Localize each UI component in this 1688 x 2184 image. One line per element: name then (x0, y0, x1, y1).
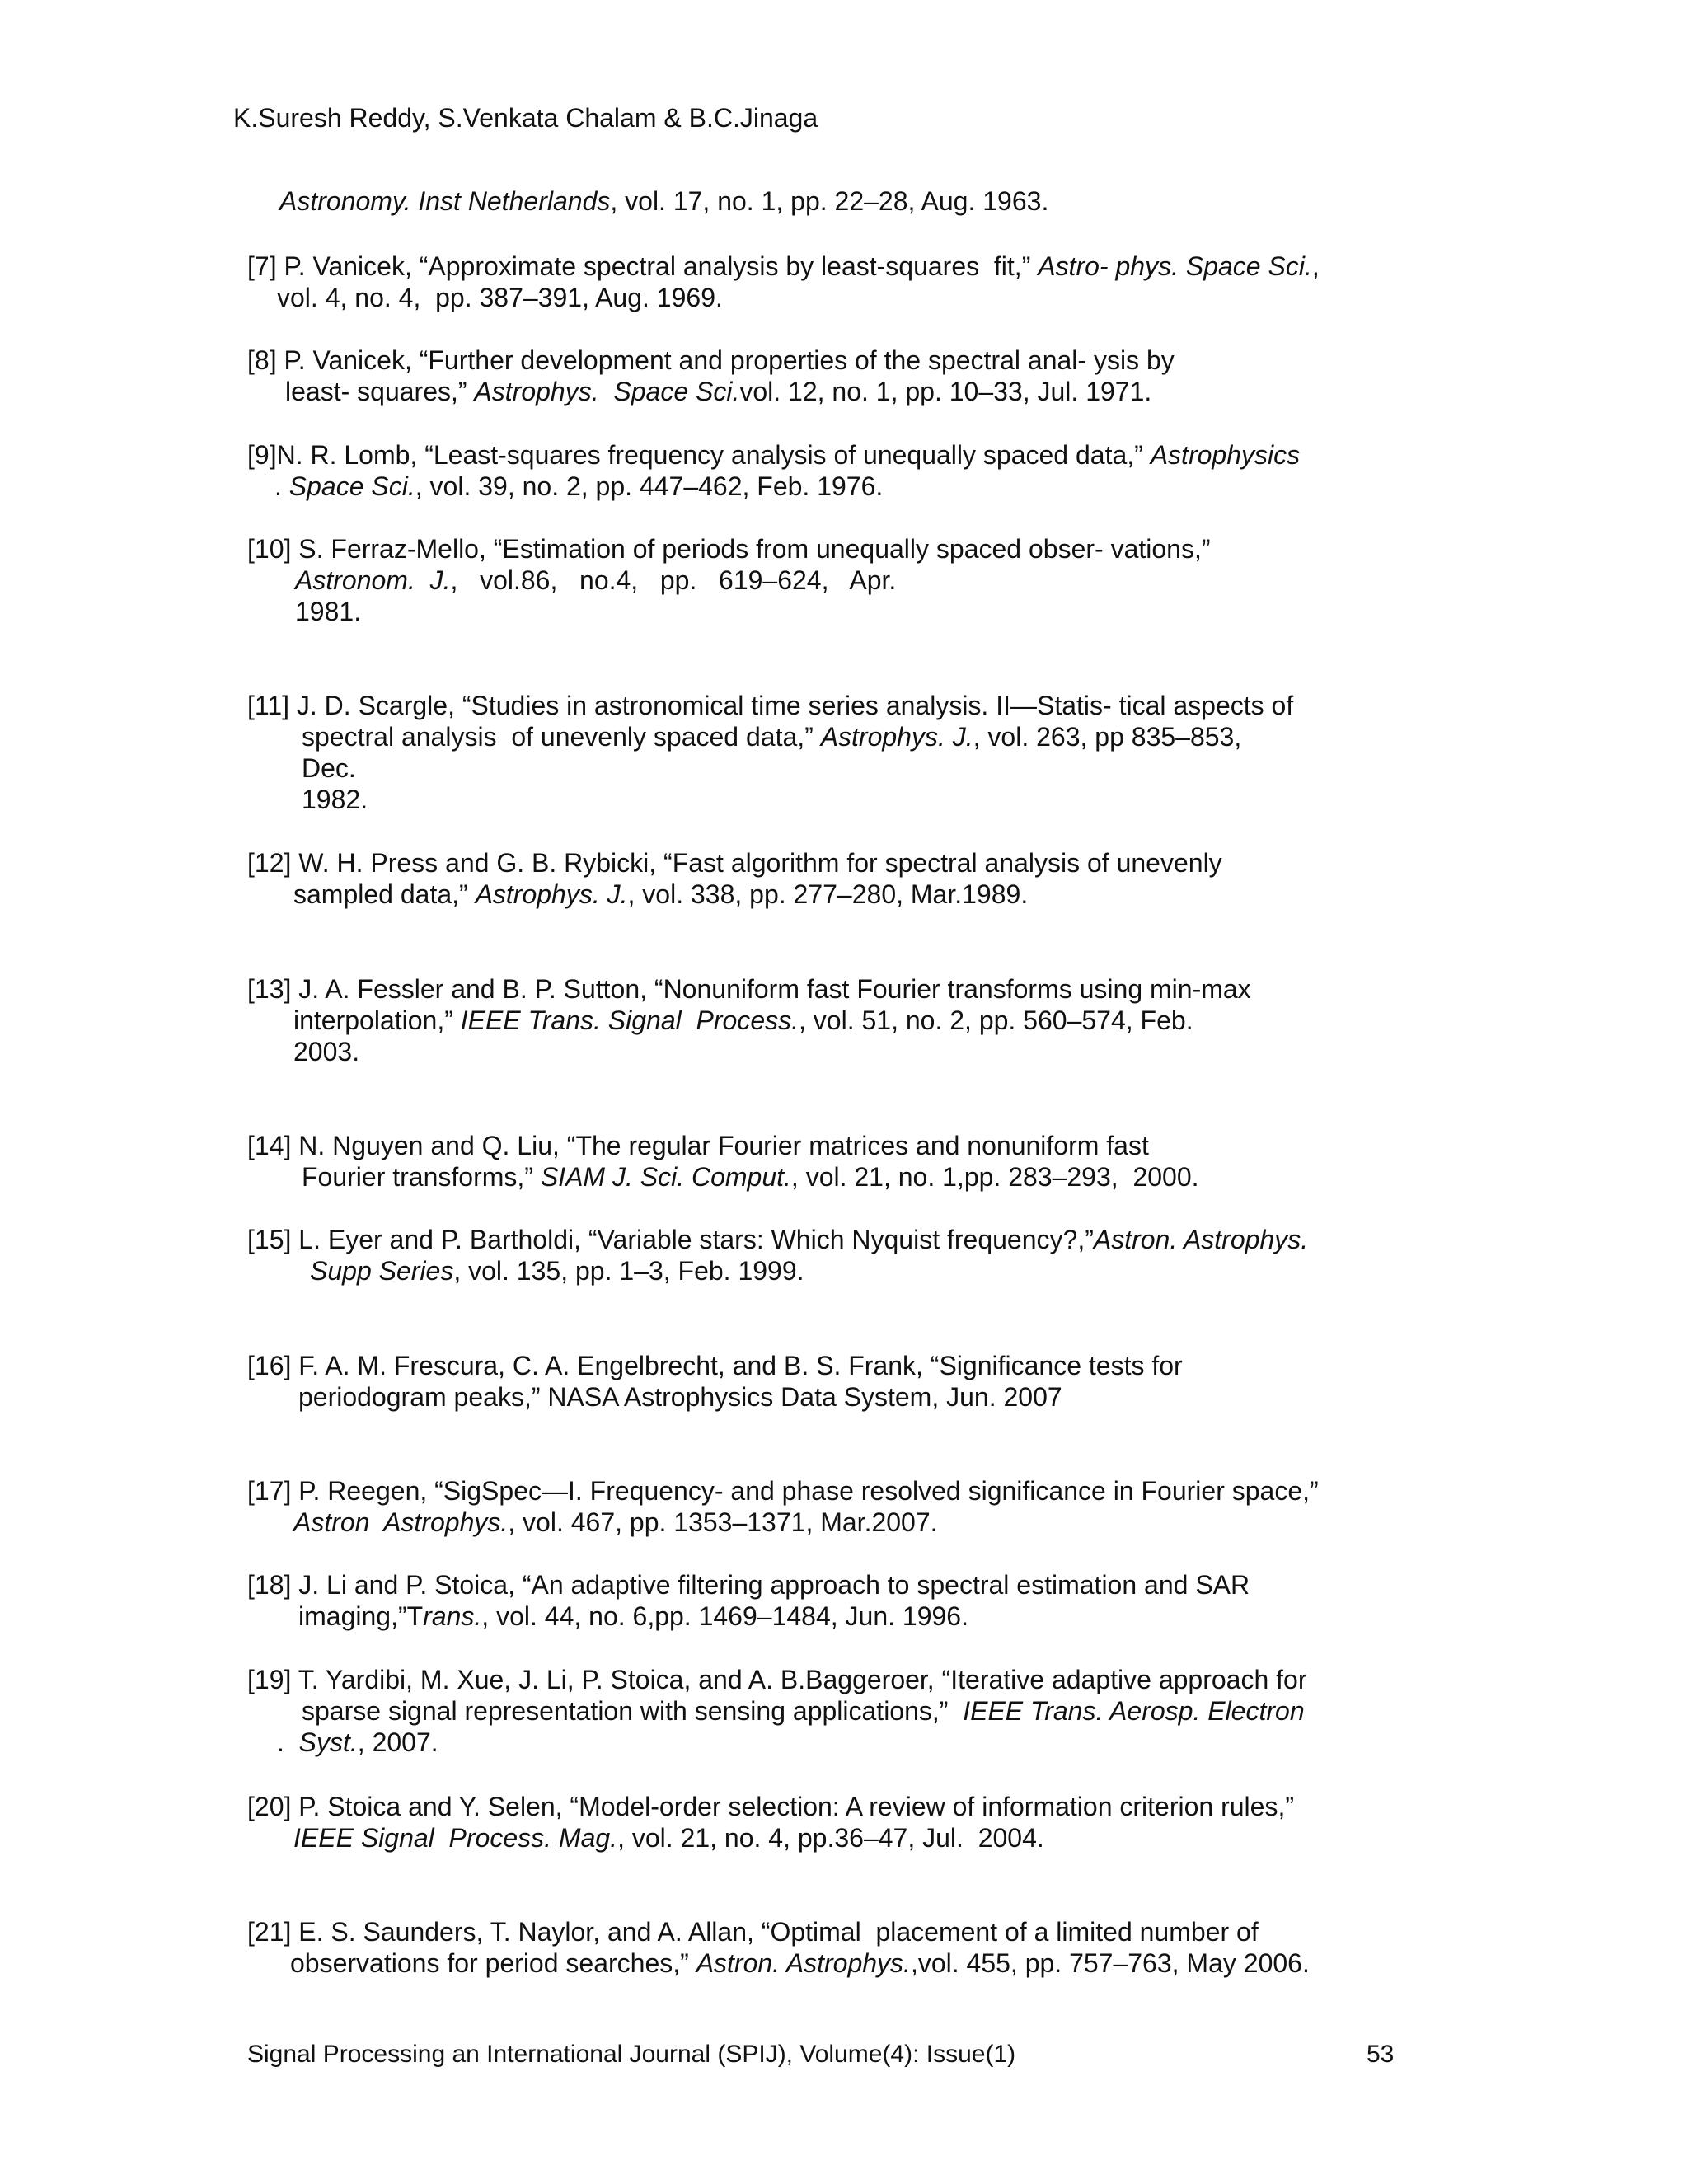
ref-7-line-1 (247, 251, 1320, 282)
ref-17-line-2 (293, 1507, 938, 1538)
reference-text: , vol. 263, pp 835–853, (973, 722, 1242, 752)
reference-text: [21] E. S. Saunders, T. Naylor, and A. Allan, “Optimal placement of a limited number of (247, 1917, 1259, 1947)
ref-10-line-3 (295, 596, 361, 627)
reference-journal-title: Astro- phys. Space Sci. (1038, 251, 1312, 281)
reference-journal-title: Astron. Astrophys. (696, 1948, 911, 1978)
reference-text: sparse signal representation with sensing applications,” (302, 1696, 964, 1726)
reference-text: , vol. 51, no. 2, pp. 560–574, Feb. (799, 1005, 1193, 1035)
ref-15-line-1 (247, 1224, 1308, 1255)
ref-13-line-2 (293, 1005, 1193, 1036)
ref-17-line-1 (247, 1475, 1319, 1507)
reference-text: [10] S. Ferraz-Mello, “Estimation of periods from unequally spaced obser- vations,” (247, 534, 1211, 564)
reference-text: imaging,”T (298, 1601, 424, 1631)
reference-text: 2003. (293, 1037, 360, 1066)
ref-7-line-2 (277, 282, 723, 313)
ref-8-line-2 (285, 376, 1151, 407)
footer-journal: Signal Processing an International Journal (SPIJ), Volume(4): Issue(1) (247, 2041, 1016, 2068)
reference-text: , (1311, 251, 1320, 281)
reference-text: [20] P. Stoica and Y. Selen, “Model-order selection: A review of information criterion rules,” (247, 1792, 1294, 1821)
reference-text: vol. 4, no. 4, pp. 387–391, Aug. 1969. (277, 283, 723, 312)
ref-15-line-2 (310, 1255, 804, 1286)
reference-journal-title: Astronomy. Inst Netherlands (279, 186, 611, 216)
reference-text: [7] P. Vanicek, “Approximate spectral analysis by least-squares fit,” (247, 251, 1039, 281)
reference-text: , vol. 44, no. 6,pp. 1469–1484, Jun. 1996. (481, 1601, 968, 1631)
reference-journal-title: IEEE Signal Process. Mag. (293, 1823, 618, 1853)
ref-14-line-2 (302, 1161, 1199, 1193)
reference-text: [15] L. Eyer and P. Bartholdi, “Variable stars: Which Nyquist frequency?,” (247, 1225, 1094, 1254)
reference-journal-title: Astron Astrophys. (293, 1507, 509, 1537)
reference-text: [14] N. Nguyen and Q. Liu, “The regular Fourier matrices and nonuniform fast (247, 1131, 1149, 1160)
reference-text: periodogram peaks,” NASA Astrophysics Data System, Jun. 2007 (298, 1382, 1062, 1412)
reference-journal-title: Astrophys. J. (820, 722, 973, 752)
ref-20-line-2 (293, 1822, 1044, 1854)
ref-9-line-1 (247, 439, 1300, 471)
reference-text: [13] J. A. Fessler and B. P. Sutton, “Nonuniform fast Fourier transforms using min-max (247, 974, 1251, 1004)
reference-text: sampled data,” (293, 879, 476, 909)
ref-9-line-2 (274, 471, 883, 502)
ref-20-line-1 (247, 1791, 1294, 1822)
ref-11-line-3 (302, 752, 356, 784)
ref-21-line-1 (247, 1916, 1259, 1947)
ref-13-line-1 (247, 973, 1251, 1005)
reference-text: observations for period searches,” (290, 1948, 696, 1978)
ref-16-line-1 (247, 1350, 1183, 1381)
ref-13-line-3 (293, 1036, 359, 1067)
reference-journal-title: Space Sci. (288, 471, 415, 501)
reference-journal-title: Syst. (298, 1727, 358, 1757)
reference-text: spectral analysis of unevenly spaced data,” (302, 722, 821, 752)
reference-journal-title: rans. (423, 1601, 482, 1631)
reference-text: [17] P. Reegen, “SigSpec—I. Frequency- and phase resolved significance in Fourier space,” (247, 1476, 1319, 1506)
ref-8-line-1 (247, 344, 1175, 376)
ref-19-line-3 (277, 1727, 438, 1758)
ref-6-cont-line-1 (279, 185, 1048, 217)
ref-19-line-2 (302, 1695, 1305, 1727)
reference-text: , 2007. (357, 1727, 438, 1757)
reference-journal-title: IEEE Trans. Aerosp. Electron (963, 1696, 1305, 1726)
ref-18-line-1 (247, 1569, 1250, 1601)
reference-journal-title: Supp Series (310, 1256, 454, 1286)
ref-21-line-2 (290, 1947, 1310, 1979)
reference-text: least- squares,” (285, 377, 475, 406)
reference-journal-title: Astrophys. Space Sci. (474, 377, 740, 406)
ref-10-line-1 (247, 533, 1211, 565)
reference-text: [19] T. Yardibi, M. Xue, J. Li, P. Stoica, and A. B.Baggeroer, “Iterative adaptive approach for (247, 1665, 1307, 1694)
reference-text: , vol. 21, no. 4, pp.36–47, Jul. 2004. (617, 1823, 1044, 1853)
reference-journal-title: Astronom. J. (295, 565, 451, 595)
ref-10-line-2 (295, 565, 896, 596)
reference-text: . (277, 1727, 299, 1757)
ref-12-line-2 (293, 879, 1028, 910)
reference-text: Fourier transforms,” (302, 1162, 541, 1192)
ref-19-line-1 (247, 1664, 1307, 1695)
reference-text: ,vol. 455, pp. 757–763, May 2006. (910, 1948, 1310, 1978)
reference-text: vol. 12, no. 1, pp. 10–33, Jul. 1971. (739, 377, 1152, 406)
reference-text: 1981. (295, 597, 362, 626)
reference-text: interpolation,” (293, 1005, 461, 1035)
reference-text: [11] J. D. Scargle, “Studies in astronomical time series analysis. II—Statis- tical aspects of (247, 691, 1294, 720)
reference-journal-title: Astron. Astrophys. (1093, 1225, 1309, 1254)
reference-text: , vol. 17, no. 1, pp. 22–28, Aug. 1963. (610, 186, 1049, 216)
reference-text: Dec. (302, 753, 356, 783)
reference-journal-title: SIAM J. Sci. Comput. (540, 1162, 791, 1192)
reference-text: , vol. 39, no. 2, pp. 447–462, Feb. 1976. (415, 471, 884, 501)
ref-14-line-1 (247, 1130, 1149, 1161)
running-header-authors: K.Suresh Reddy, S.Venkata Chalam & B.C.Jinaga (233, 103, 818, 133)
ref-16-line-2 (298, 1381, 1062, 1413)
ref-12-line-1 (247, 847, 1222, 879)
reference-text: [18] J. Li and P. Stoica, “An adaptive filtering approach to spectral estimation and SAR (247, 1570, 1250, 1600)
reference-journal-title: Astrophys. J. (475, 879, 628, 909)
ref-11-line-4 (302, 784, 368, 815)
reference-text: [9]N. R. Lomb, “Least-squares frequency analysis of unequally spaced data,” (247, 440, 1151, 470)
reference-journal-title: Astrophysics (1150, 440, 1301, 470)
reference-text: [16] F. A. M. Frescura, C. A. Engelbrecht, and B. S. Frank, “Significance tests for (247, 1351, 1183, 1380)
reference-text: . (274, 471, 289, 501)
reference-text: , vol. 21, no. 1,pp. 283–293, 2000. (790, 1162, 1199, 1192)
footer-page-number: 53 (1367, 2041, 1395, 2068)
reference-text: [12] W. H. Press and G. B. Rybicki, “Fast algorithm for spectral analysis of unevenly (247, 848, 1222, 878)
reference-text: , vol. 338, pp. 277–280, Mar.1989. (627, 879, 1029, 909)
reference-text: [8] P. Vanicek, “Further development and properties of the spectral anal- ysis by (247, 345, 1175, 375)
reference-text: , vol. 467, pp. 1353–1371, Mar.2007. (508, 1507, 938, 1537)
reference-text: , vol.86, no.4, pp. 619–624, Apr. (450, 565, 897, 595)
reference-text: , vol. 135, pp. 1–3, Feb. 1999. (453, 1256, 804, 1286)
ref-11-line-1 (247, 690, 1293, 721)
reference-text: 1982. (302, 785, 368, 814)
ref-18-line-2 (298, 1601, 968, 1632)
reference-journal-title: IEEE Trans. Signal Process. (460, 1005, 799, 1035)
ref-11-line-2 (302, 721, 1241, 752)
